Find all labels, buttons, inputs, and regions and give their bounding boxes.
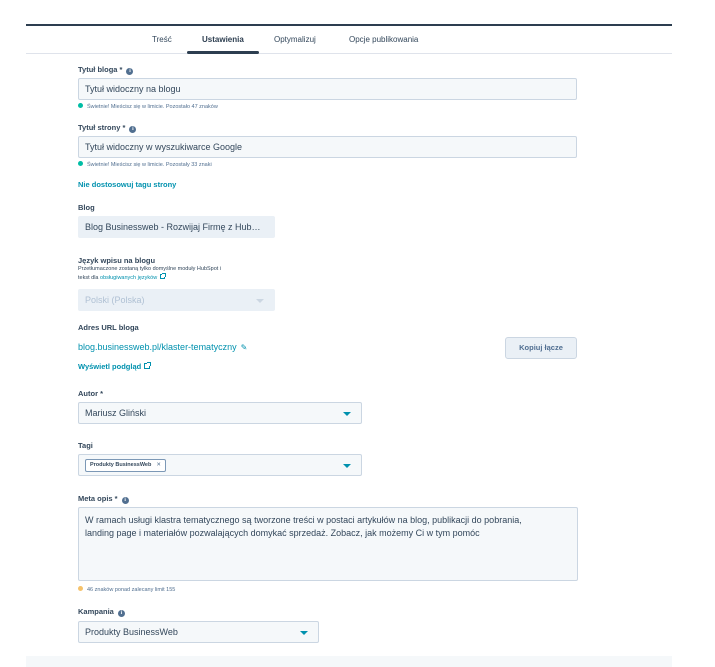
tags-label: Tagi bbox=[78, 441, 93, 450]
tab-publish-options[interactable]: Opcje publikowania bbox=[349, 35, 419, 44]
blog-title-input[interactable]: Tytuł widoczny na blogu bbox=[78, 78, 577, 100]
chevron-down-icon bbox=[300, 631, 308, 635]
copy-link-button[interactable]: Kopiuj łącze bbox=[505, 337, 577, 359]
meta-description-textarea[interactable]: W ramach usługi klastra tematycznego są tworzone treści w postaci artykułów na blog, publikacji do pobrania, landing page i materiałów pozwalających domykać sprzedaż. Zobacz, jak możemy Ci w tym pomóc bbox=[78, 507, 578, 581]
campaign-select[interactable]: Produkty BusinessWeb bbox=[78, 621, 319, 643]
campaign-label: Kampania i bbox=[78, 607, 125, 617]
meta-description-label: Meta opis * i bbox=[78, 494, 129, 504]
success-dot-icon bbox=[78, 103, 83, 108]
tab-bar bbox=[26, 26, 672, 54]
tab-content[interactable]: Treść bbox=[152, 35, 172, 44]
blog-select[interactable]: Blog Businessweb - Rozwijaj Firmę z Hub… bbox=[78, 216, 275, 238]
external-link-icon bbox=[160, 274, 165, 279]
tags-select[interactable] bbox=[78, 454, 362, 476]
language-select: Polski (Polska) bbox=[78, 289, 275, 311]
blog-title-hint: Świetnie! Mieścisz się w limicie. Pozostało 47 znaków bbox=[78, 103, 218, 110]
blog-url-label: Adres URL bloga bbox=[78, 323, 139, 332]
language-note: Przetłumaczone zostaną tylko domyślne moduły HubSpot i tekst dla obsługiwanych języków bbox=[78, 266, 222, 281]
info-icon[interactable]: i bbox=[122, 497, 129, 504]
active-tab-indicator bbox=[187, 51, 259, 54]
blog-title-label: Tytuł bloga * i bbox=[78, 65, 133, 75]
footer-band bbox=[26, 656, 672, 667]
success-dot-icon bbox=[78, 161, 83, 166]
pencil-icon[interactable]: ✎ bbox=[240, 343, 248, 352]
tab-optimize[interactable]: Optymalizuj bbox=[274, 35, 316, 44]
preview-link[interactable]: Wyświetl podgląd bbox=[78, 362, 150, 371]
language-label: Język wpisu na blogu bbox=[78, 256, 156, 265]
remove-tag-icon[interactable]: ✕ bbox=[156, 462, 161, 468]
meta-description-hint: 46 znaków ponad zalecany limit 155 bbox=[78, 586, 175, 593]
tab-settings[interactable]: Ustawienia bbox=[202, 35, 244, 44]
page-title-input[interactable]: Tytuł widoczny w wyszukiwarce Google bbox=[78, 136, 577, 158]
blog-url-link[interactable]: blog.businessweb.pl/klaster-tematyczny ✎ bbox=[78, 342, 248, 352]
author-select[interactable]: Mariusz Gliński bbox=[78, 402, 362, 424]
chevron-down-icon bbox=[343, 464, 351, 468]
supported-languages-link[interactable]: obsługiwanych języków bbox=[100, 275, 158, 281]
blog-label: Blog bbox=[78, 203, 95, 212]
tag-chip: Produkty BusinessWeb ✕ bbox=[85, 459, 166, 472]
author-label: Autor * bbox=[78, 389, 103, 398]
page-title-hint: Świetnie! Mieścisz się w limicie. Pozostały 33 znaki bbox=[78, 161, 212, 168]
chevron-down-icon bbox=[256, 299, 264, 303]
customize-page-tag-link[interactable]: Nie dostosowuj tagu strony bbox=[78, 180, 177, 189]
info-icon[interactable]: i bbox=[126, 68, 133, 75]
chevron-down-icon bbox=[343, 412, 351, 416]
warning-dot-icon bbox=[78, 586, 83, 591]
external-link-icon bbox=[144, 363, 150, 369]
page-title-label: Tytuł strony * i bbox=[78, 123, 136, 133]
info-icon[interactable]: i bbox=[129, 126, 136, 133]
info-icon[interactable]: i bbox=[118, 610, 125, 617]
